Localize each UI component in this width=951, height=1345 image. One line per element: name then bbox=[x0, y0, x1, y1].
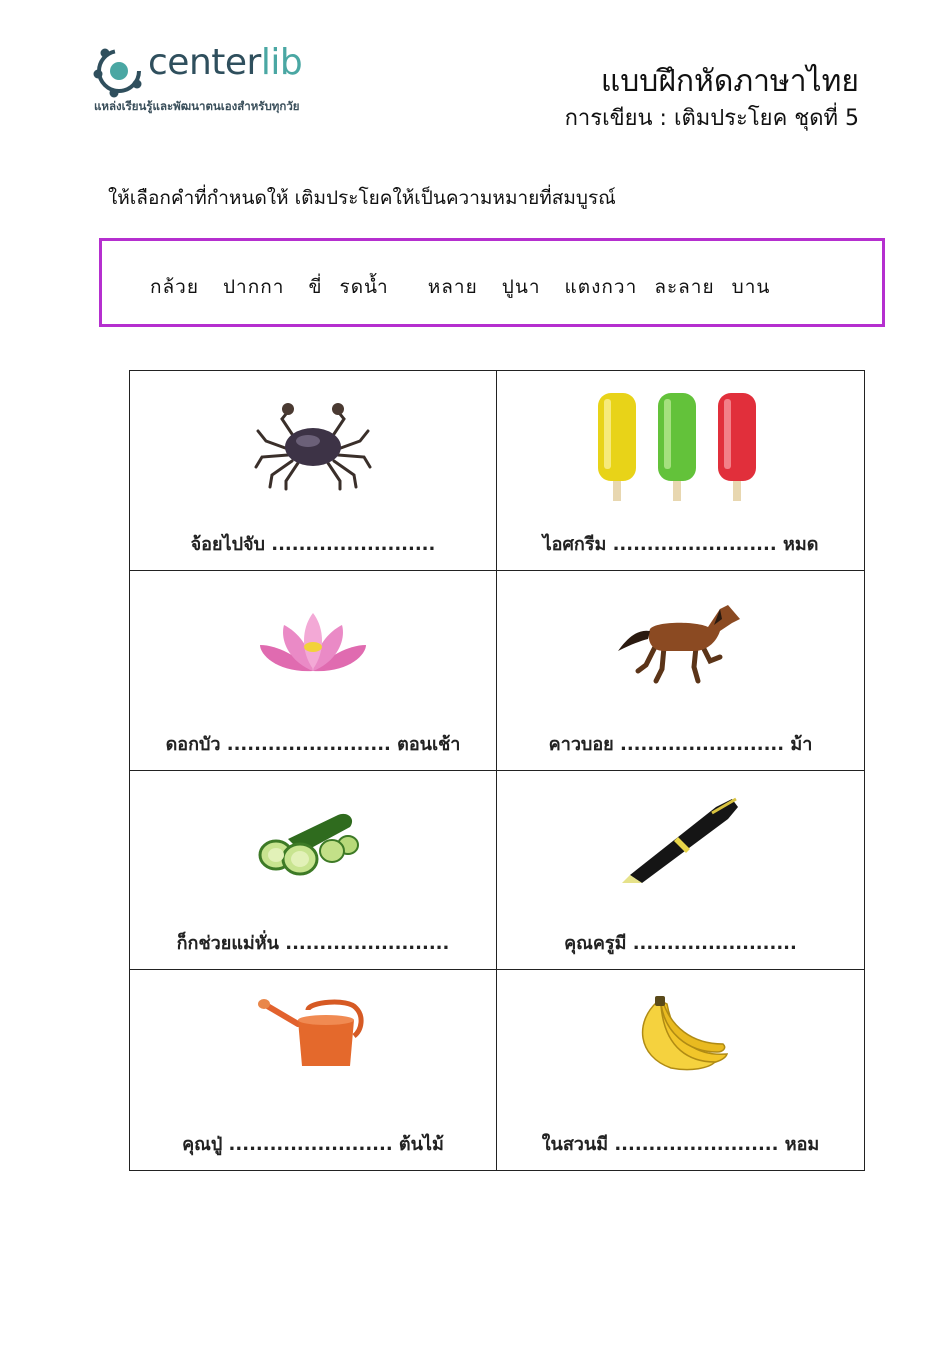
word-bank-item: บาน bbox=[731, 276, 771, 298]
logo-wordmark: centerlib bbox=[148, 42, 303, 83]
exercise-sentence: คาวบอย ........................ ม้า bbox=[548, 733, 813, 755]
exercise-cell bbox=[497, 371, 864, 571]
exercise-grid bbox=[129, 370, 865, 1171]
word-bank-item: ขี่ bbox=[308, 276, 323, 298]
exercise-cell bbox=[130, 371, 497, 571]
word-bank-item: แตงกวา bbox=[564, 276, 638, 298]
worksheet-subtitle: การเขียน : เติมประโยค ชุดที่ 5 bbox=[564, 106, 859, 131]
word-bank-item: หลาย bbox=[427, 276, 478, 298]
instruction-text: ให้เลือกคำที่กำหนดให้ เติมประโยคให้เป็นความหมายที่สมบูรณ์ bbox=[108, 187, 616, 209]
exercise-sentence: ดอกบัว ........................ ตอนเช้า bbox=[165, 733, 461, 755]
pen-icon bbox=[616, 793, 746, 885]
exercise-cell bbox=[497, 970, 864, 1170]
exercise-cell bbox=[130, 771, 497, 971]
word-bank-item: ปูนา bbox=[501, 276, 541, 298]
word-bank-item: กล้วย bbox=[150, 276, 199, 298]
exercise-cell bbox=[130, 970, 497, 1170]
crab-icon bbox=[248, 401, 378, 491]
logo-mark-icon bbox=[92, 44, 146, 98]
bananas-icon bbox=[631, 996, 731, 1072]
worksheet-title: แบบฝึกหัดภาษาไทย bbox=[600, 64, 859, 99]
popsicles-icon bbox=[596, 391, 766, 503]
cucumber-icon bbox=[258, 809, 368, 879]
word-bank-list bbox=[150, 272, 787, 302]
exercise-sentence: ในสวนมี ........................ หอม bbox=[541, 1134, 820, 1155]
exercise-sentence: คุณครูมี ........................ bbox=[564, 933, 797, 955]
word-bank-item: รดน้ำ bbox=[339, 276, 389, 298]
horse-icon bbox=[616, 595, 746, 685]
exercise-sentence: ก็กช่วยแม่หั่น ........................ bbox=[176, 933, 450, 955]
centerlib-logo bbox=[92, 42, 352, 118]
word-bank-item: ปากกา bbox=[223, 276, 285, 298]
watering-can-icon bbox=[258, 996, 368, 1070]
word-bank-box bbox=[99, 238, 885, 327]
logo-tagline: แหล่งเรียนรู้และพัฒนาตนเองสำหรับทุกวัย bbox=[94, 99, 300, 113]
word-bank-item: ละลาย bbox=[654, 276, 715, 298]
exercise-cell bbox=[497, 571, 864, 771]
exercise-sentence: จ้อยไปจับ ........................ bbox=[190, 533, 436, 555]
exercise-sentence: คุณปู่ ........................ ต้นไม้ bbox=[182, 1134, 444, 1155]
exercise-cell bbox=[130, 571, 497, 771]
exercise-sentence: ไอศกรีม ........................ หมด bbox=[542, 533, 819, 555]
lotus-icon bbox=[258, 611, 368, 681]
exercise-cell bbox=[497, 771, 864, 971]
